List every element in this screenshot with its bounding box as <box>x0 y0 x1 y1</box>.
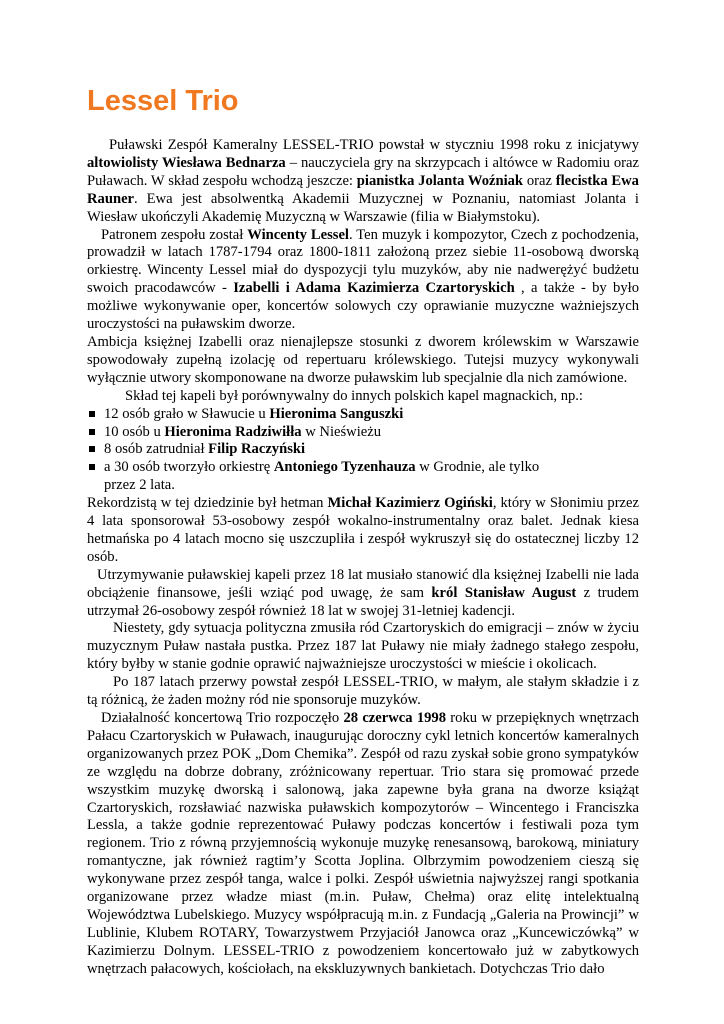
bold-text: Antoniego Tyzenhauza <box>273 459 416 476</box>
text: , a także - by było możliwe wykonywanie oper, koncertów solowych czy oprawianie muzyczne ważniejszych uroczystości na puławskim dworze. <box>87 280 640 333</box>
text: . Ewa jest absolwentką Akademii Muzycznej w Poznaniu, natomiast Jolanta i Wiesław ukończyli Akademię Muzyczną w Warszawie (filia w Białymstoku). <box>87 190 639 225</box>
bold-text: Hieronima Sanguszki <box>269 405 404 422</box>
bold-text: Michał Kazimierz Ogiński <box>327 495 493 512</box>
list-item <box>87 424 639 442</box>
list-item <box>87 441 639 459</box>
paragraph-patron <box>87 227 639 334</box>
bold-text: pianistka Jolanta Woźniak <box>356 172 524 189</box>
list-continuation: przez 2 lata. <box>104 477 175 494</box>
bold-text: flecistka Ewa Rauner <box>87 172 639 207</box>
bold-text: Izabelli i Adama Kazimierza Czartoryskich <box>233 280 515 297</box>
paragraph-intro <box>87 137 639 227</box>
bullet-square-icon <box>89 464 95 470</box>
text: . Ten muzyk i kompozytor, Czech z pochodzenia, prowadził w latach 1787-1794 oraz 1800-1811 założoną przez siebie 11-osobową dworską orkiestrę. Wincenty Lessel miał do dyspozycji tylu muzyków, aby nie nadwerężyć budżetu swoich pracodawców - <box>87 226 640 297</box>
text: w Nieświeżu <box>301 423 381 440</box>
bold-text: król Stanisław August <box>431 584 577 601</box>
text: Puławski Zespół Kameralny LESSEL-TRIO powstał w styczniu 1998 roku z inicjatywy <box>109 137 639 153</box>
bullet-square-icon <box>89 411 95 417</box>
text: a 30 osób tworzyło orkiestrę <box>104 459 274 476</box>
text: Rekordzistą w tej dziedzinie był hetman <box>87 495 328 512</box>
paragraph-record <box>87 495 639 567</box>
text: 10 osób u <box>104 423 165 440</box>
paragraph-emigration: Niestety, gdy sytuacja polityczna zmusiła ród Czartoryskich do emigracji – znów w życiu muzycznym Puław nastała pustka. Przez 187 lat Puławy nie miały żadnego stałego zespołu, który byłby w stanie godnie oprawić najważniejsze uroczystości w mieście i okolicach. <box>87 620 639 673</box>
text: Patronem zespołu został <box>101 226 248 243</box>
text: w Grodnie, ale tylko <box>415 459 540 476</box>
bold-text: Filip Raczyński <box>208 441 306 458</box>
paragraph-revival: Po 187 latach przerwy powstał zespół LESSEL-TRIO, w małym, ale stałym składzie i z tą różnicą, że żaden możny ród nie sponsoruje muzyków. <box>87 674 639 709</box>
text: Utrzymywanie puławskiej kapeli przez 18 lat musiało stanowić dla księżnej Izabelli nie lada obciążenie finansowe, jeśli wziąć pod uwagę, że sam <box>87 566 639 601</box>
text: roku w przepięknych wnętrzach Pałacu Czartoryskich w Puławach, inaugurując doroczny cykl letnich koncertów kameralnych organizowanych przez POK „Dom Chemika”. Zespół od razu zyskał sobie grono sympatyków ze względu na dobrze dobrany, zróżnicowany repertuar. Trio stara się promować przede wszystkim muzykę dworską i salonową, jaka zapewne była grana na dworze książąt Czartoryskich, rozsławiać nazwiska puławskich kompozytorów – Wincentego i Franciszka Lessla, a także godnie reprezentować Puławy podczas koncertów i festiwali poza tym regionem. Trio z równą przyjemnością wykonuje muzykę renesansową, barokową, miniatury romantyczne, jak również ragtim’y Scotta Joplina. Olbrzymim powodzeniem cieszą się wykonywane przez zespół tanga, walce i polki. Zespół uświetnia najwyższej rangi spotkania organizowane przez władze miast (m.in. Puław, Chełma) oraz elitę intelektualną Województwa Lubelskiego. Muzycy współpracują m.in. z Fundacją „Galeria na Prowincji” w Lublinie, Klubem ROTARY, Towarzystwem Przyjaciół Janowca oraz „Kuncewiczówką” w Kazimierzu Dolnym. LESSEL-TRIO z powodzeniem koncertowało już w zabytkowych wnętrzach pałacowych, kościołach, na ekskluzywnych bankietach. Dotychczas Trio dało <box>87 710 640 977</box>
text: Działalność koncertową Trio rozpoczęło <box>101 710 344 726</box>
article-body <box>87 137 639 979</box>
bullet-square-icon <box>89 429 95 435</box>
bullet-list <box>87 406 639 478</box>
paragraph-composition: Skład tej kapeli był porównywalny do innych polskich kapel magnackich, np.: <box>125 387 583 404</box>
text: , który w Słonimiu przez 4 lata sponsorował 53-osobowy zespół wokalno-instrumentalny oraz balet. Jednak kiesa hetmańska po 4 latach mocno się uszczupliła i zespół wykruszył się do ostatecznej liczby 12 osób. <box>87 495 639 565</box>
paragraph-activity <box>87 710 639 979</box>
text: 12 osób grało w Sławucie u <box>104 405 270 422</box>
page-title: Lessel Trio <box>87 85 239 117</box>
list-item <box>87 459 639 477</box>
bold-text: Hieronima Radziwiłła <box>164 423 302 440</box>
text: z trudem utrzymał 26-osobowy zespół również 18 lat w swojej 31-letniej kadencji. <box>87 584 639 619</box>
list-item <box>87 406 639 424</box>
paragraph-ambition: Ambicja księżnej Izabelli oraz nienajlepsze stosunki z dworem królewskim w Warszawie spowodowały zupełną izolację od repertuaru królewskiego. Tutejsi muzycy wykonywali wyłącznie utwory skomponowane na dworze puławskim lub specjalnie dla nich zamówione. <box>87 333 639 386</box>
text: 8 osób zatrudniał <box>104 441 209 458</box>
bold-text: 28 czerwca 1998 <box>343 710 447 726</box>
bold-text: Wincenty Lessel <box>247 226 349 243</box>
bullet-square-icon <box>89 446 95 452</box>
paragraph-maintenance <box>87 567 639 621</box>
bold-text: altowiolisty Wiesława Bednarza <box>87 154 286 171</box>
text: oraz <box>523 172 556 189</box>
text: – nauczyciela gry na skrzypcach i altówce w Radomiu oraz Puławach. W skład zespołu wchodzą jeszcze: <box>87 154 639 189</box>
